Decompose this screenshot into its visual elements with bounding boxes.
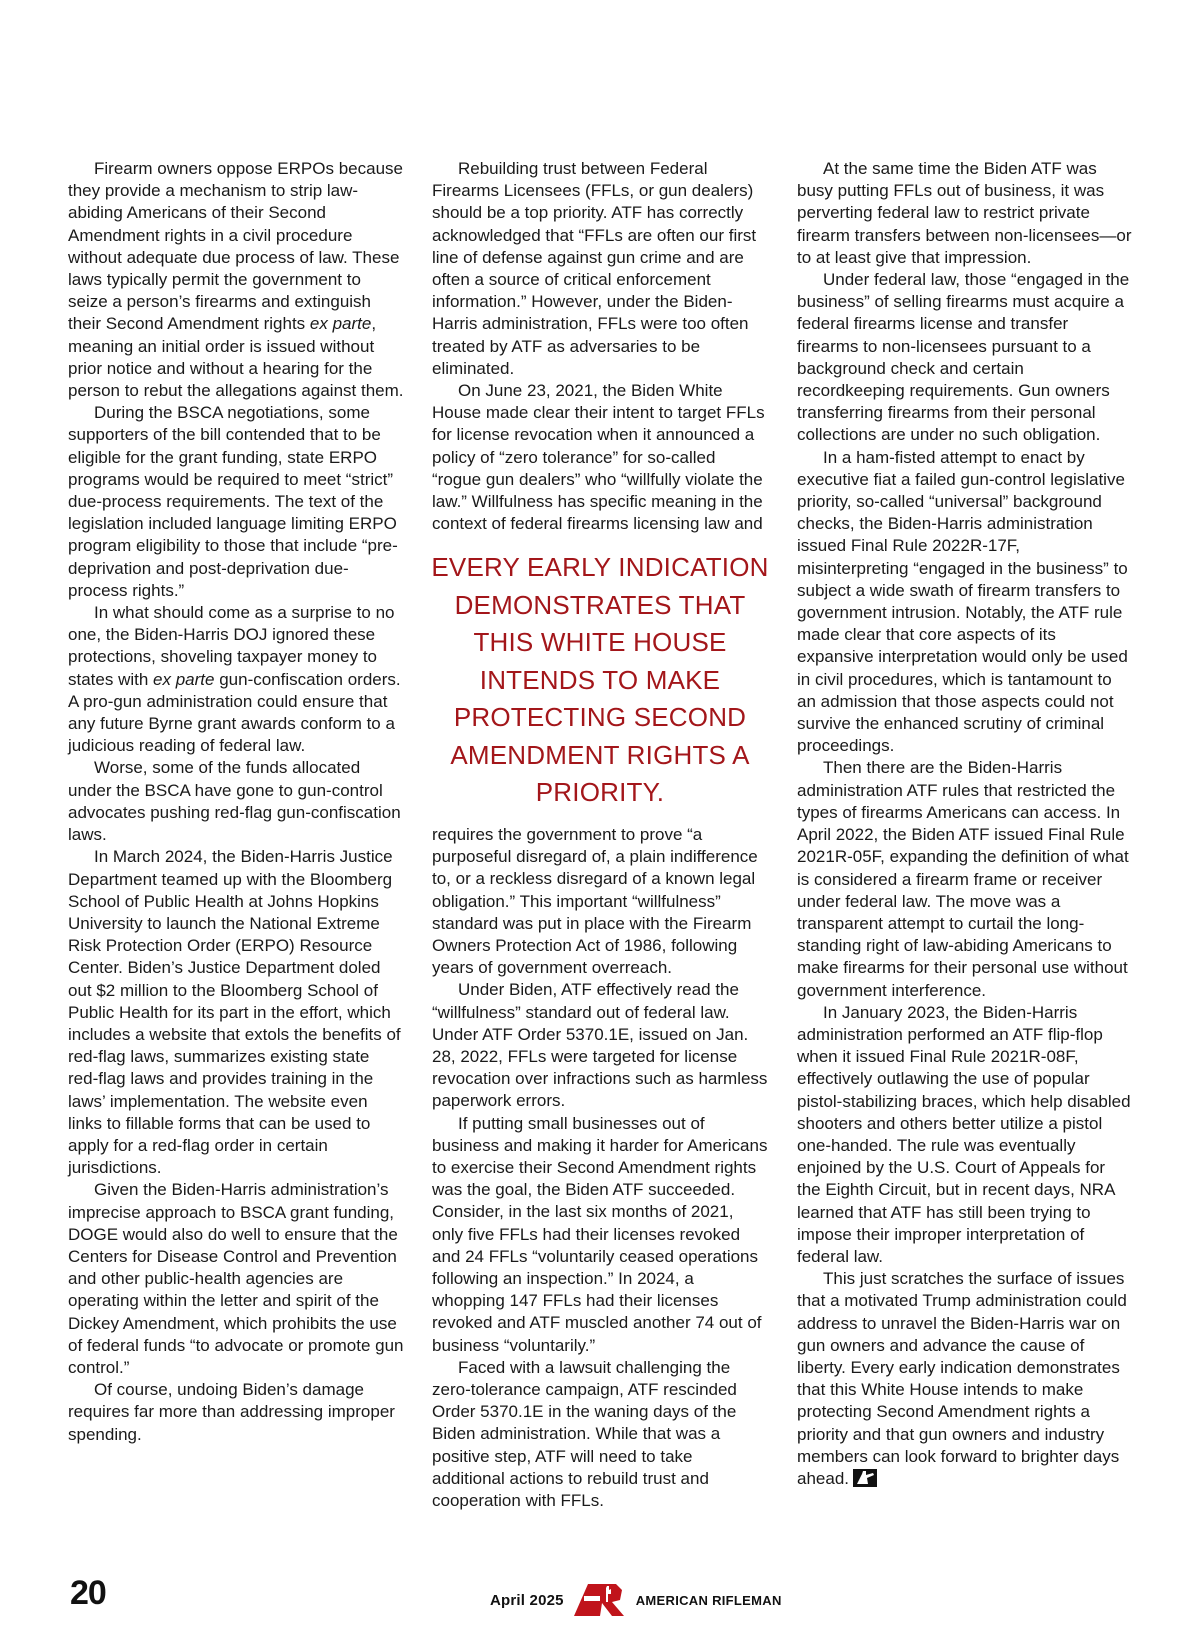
- issue-date: April 2025: [490, 1591, 564, 1609]
- pull-quote: EVERY EARLY INDICATION DEMONSTRATES THAT THIS WHITE HOUSE INTENDS TO MAKE PROTECTING SECOND AMENDMENT RIGHTS A PRIORITY.: [431, 552, 769, 808]
- final-paragraph-text: This just scratches the surface of issues that a motivated Trump administration could address to unravel the Biden-Harris war on gun owners and advance the cause of liberty. Every early indication demonstrates that this White House intends to make protecting Second Amendment rights a priority and that gun owners and industry members can look forward to brighter days ahead.: [797, 1269, 1127, 1488]
- paragraph: Under federal law, those “engaged in the business” of selling firearms must acquire a federal firearms license and transfer firearms to non-licensees pursuant to a background check and certain recordkeeping requirements. Gun owners transferring firearms from their personal collections are under no such obligation.: [797, 270, 1130, 445]
- paragraph: Rebuilding trust between Federal Firearms Licensees (FFLs, or gun dealers) should be a top priority. ATF has correctly acknowledged that “FFLs are often our first line of defense against gun crime and are often a source of critical enforcement information.” However, under the Biden-Harris administration, FFLs were too often treated by ATF as adversaries to be eliminated.: [432, 159, 757, 378]
- paragraph: Faced with a lawsuit challenging the zero-tolerance campaign, ATF rescinded Order 5370.1E in the waning days of the Biden administration. While that was a positive step, ATF will need to take additional actions to rebuild trust and cooperation with FFLs.: [432, 1357, 737, 1511]
- rifleman-end-icon: [853, 1469, 877, 1487]
- paragraph: In March 2024, the Biden-Harris Justice Department teamed up with the Bloomberg School of Public Health at Johns Hopkins University to launch the National Extreme Risk Protection Order (ERPO) Resource Center. Biden’s Justice Department doled out $2 million to the Bloomberg School of Public Health for its part in the effort, which includes a website that extols the benefits of red-flag laws, summarizes existing state red-flag laws and provides training in the laws’ implementation. The website even links to fillable forms that can be used to apply for a red-flag order in certain jurisdictions.: [68, 847, 401, 1178]
- paragraph: If putting small businesses out of business and making it harder for Americans to exercise their Second Amendment rights was the goal, the Biden ATF succeeded. Consider, in the last six months of 2021, only five FFLs had their licenses revoked and 24 FFLs “voluntarily ceased operations following an inspection.” In 2024, a whopping 147 FFLs had their licenses revoked and ATF muscled another 74 out of business “voluntarily.”: [432, 1113, 768, 1355]
- paragraph: Of course, undoing Biden’s damage requires far more than addressing improper spending.: [68, 1380, 395, 1444]
- column-2: [432, 158, 768, 1512]
- paragraph: [797, 1268, 1133, 1490]
- column-1: [68, 158, 404, 1446]
- page-number: 20: [70, 1574, 106, 1612]
- paragraph: In a ham-fisted attempt to enact by executive fiat a failed gun-control legislative priority, so-called “universal” background checks, the Biden-Harris administration issued Final Rule 2022R-17F, misinterpreting “engaged in the business” to subject a wide swath of firearm transfers to government intrusion. Notably, the ATF rule made clear that core aspects of its expansive interpretation would only be used in civil procedures, which is tantamount to an admission that those aspects could not survive the enhanced scrutiny of criminal proceedings.: [797, 447, 1128, 756]
- paragraph: Worse, some of the funds allocated under the BSCA have gone to gun-control advocates pushing red-flag gun-confiscation laws.: [68, 758, 401, 845]
- paragraph: Given the Biden-Harris administration’s imprecise approach to BSCA grant funding, DOGE would also do well to ensure that the Centers for Disease Control and Prevention and other public-health agencies are operating within the letter and spirit of the Dickey Amendment, which prohibits the use of federal funds “to advocate or promote gun control.”: [68, 1180, 404, 1377]
- paragraph: During the BSCA negotiations, some supporters of the bill contended that to be eligible for the grant funding, state ERPO programs would be required to meet “strict” due-process requirements. The text of the legislation included language limiting ERPO program eligibility to those that include “pre-deprivation and post-deprivation due-process rights.”: [68, 403, 398, 600]
- paragraph: Firearm owners oppose ERPOs because they provide a mechanism to strip law-abiding Americans of their Second Amendment rights in a civil procedure without adequate due process of law. These laws typically permit the government to seize a person’s firearms and extinguish their Second Amendment rights ex parte, meaning an initial order is issued without prior notice and without a hearing for the person to rebut the allegations against them.: [68, 159, 404, 401]
- magazine-name: AMERICAN RIFLEMAN: [635, 1592, 782, 1608]
- paragraph: requires the government to prove “a purposeful disregard of, a plain indifference to, or a reckless disregard of a known legal obligation.” This important “willfulness” standard was put in place with the Firearm Owners Protection Act of 1986, following years of government overreach.: [432, 824, 758, 978]
- column-3: [797, 158, 1133, 1490]
- footer-bar: [490, 1582, 782, 1618]
- paragraph: At the same time the Biden ATF was busy putting FFLs out of business, it was perverting federal law to restrict private firearm transfers between non-licensees—or to at least give that impression.: [797, 159, 1132, 267]
- paragraph: In what should come as a surprise to no one, the Biden-Harris DOJ ignored these protections, shoveling taxpayer money to states with ex parte gun-confiscation orders. A pro-gun administration could ensure that any future Byrne grant awards conform to a judicious reading of federal law.: [68, 603, 401, 756]
- ar-logo-icon: [570, 1582, 630, 1618]
- paragraph: Then there are the Biden-Harris administration ATF rules that restricted the types of firearms Americans can access. In April 2022, the Biden ATF issued Final Rule 2021R-05F, expanding the definition of what is considered a firearm frame or receiver under federal law. The move was a transparent attempt to curtail the long-standing right of law-abiding Americans to make firearms for their personal use without government interference.: [797, 758, 1129, 1000]
- paragraph: In January 2023, the Biden-Harris administration performed an ATF flip-flop when it issued Final Rule 2021R-08F, effectively outlawing the use of popular pistol-stabilizing braces, which help disabled shooters and others better utilize a pistol one-handed. The rule was eventually enjoined by the U.S. Court of Appeals for the Eighth Circuit, but in recent days, NRA learned that ATF has still been trying to impose their improper interpretation of federal law.: [797, 1002, 1131, 1266]
- paragraph: Under Biden, ATF effectively read the “willfulness” standard out of federal law. Under ATF Order 5370.1E, issued on Jan. 28, 2022, FFLs were targeted for license revocation over infractions such as harmless paperwork errors.: [432, 980, 768, 1111]
- paragraph: On June 23, 2021, the Biden White House made clear their intent to target FFLs for license revocation when it announced a policy of “zero tolerance” for so-called “rogue gun dealers” who “willfully violate the law.” Willfulness has specific meaning in the context of federal firearms licensing law and: [432, 381, 765, 534]
